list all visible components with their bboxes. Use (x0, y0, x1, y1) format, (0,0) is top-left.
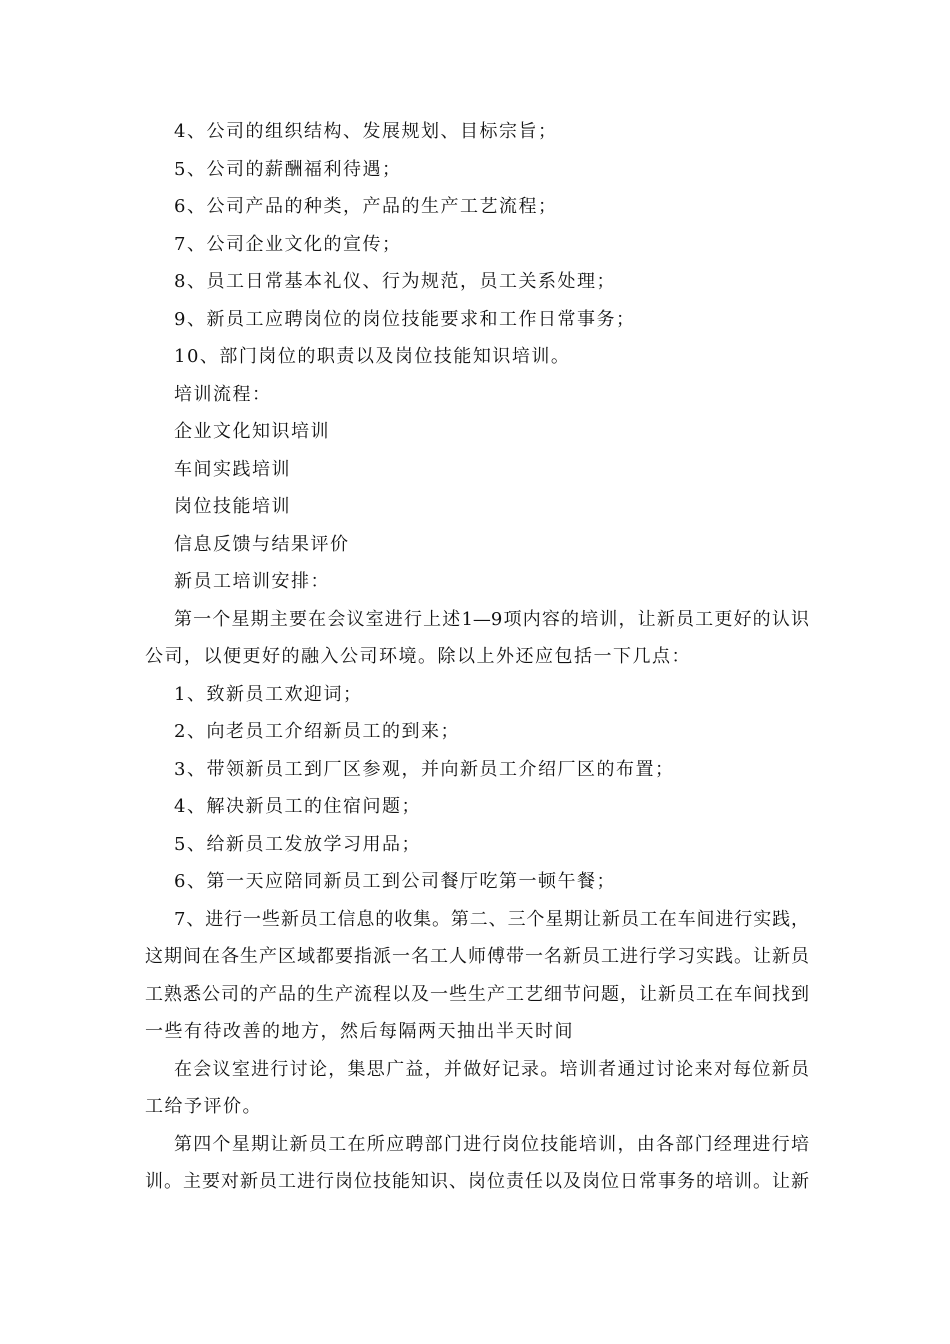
list-item: 企业文化知识培训 (174, 421, 330, 442)
paragraph-line: 工给予评价。 (145, 1096, 262, 1117)
list-item: 4、解决新员工的住宿问题； (174, 796, 421, 817)
list-item: 9、新员工应聘岗位的岗位技能要求和工作日常事务； (174, 308, 636, 330)
list-item: 1、致新员工欢迎词； (174, 683, 363, 705)
list-item: 8、员工日常基本礼仪、行为规范，员工关系处理； (174, 271, 616, 292)
list-item: 信息反馈与结果评价 (174, 533, 350, 555)
paragraph-line: 这期间在各生产区域都要指派一名工人师傅带一名新员工进行学习实践。让新员 (145, 946, 809, 967)
list-item: 2、向老员工介绍新员工的到来； (174, 721, 460, 742)
list-item: 6、第一天应陪同新员工到公司餐厅吃第一顿午餐； (174, 871, 616, 892)
paragraph-line: 在会议室进行讨论，集思广益，并做好记录。培训者通过讨论来对每位新员 (174, 1058, 809, 1080)
section-heading: 新员工培训安排： (174, 571, 330, 592)
list-item: 车间实践培训 (174, 458, 291, 480)
paragraph-line: 公司，以便更好的融入公司环境。除以上外还应包括一下几点： (145, 646, 691, 667)
paragraph-line: 第一个星期主要在会议室进行上述1—9项内容的培训，让新员工更好的认识 (174, 608, 809, 630)
section-heading: 培训流程： (174, 383, 272, 405)
paragraph-line: 一些有待改善的地方，然后每隔两天抽出半天时间 (145, 1021, 574, 1042)
paragraph-line: 7、进行一些新员工信息的收集。第二、三个星期让新员工在车间进行实践， (174, 908, 809, 930)
list-item: 4、公司的组织结构、发展规划、目标宗旨； (174, 121, 558, 142)
paragraph-line: 工熟悉公司的产品的生产流程以及一些生产工艺细节问题，让新员工在车间找到 (145, 983, 809, 1005)
paragraph-line: 训。主要对新员工进行岗位技能知识、岗位责任以及岗位日常事务的培训。让新 (145, 1171, 809, 1192)
list-item: 6、公司产品的种类，产品的生产工艺流程； (174, 196, 558, 217)
list-item: 5、给新员工发放学习用品； (174, 833, 421, 855)
list-item: 岗位技能培训 (174, 496, 291, 517)
paragraph-line: 第四个星期让新员工在所应聘部门进行岗位技能培训，由各部门经理进行培 (174, 1133, 809, 1155)
list-item: 3、带领新员工到厂区参观，并向新员工介绍厂区的布置； (174, 758, 675, 780)
list-item: 10、部门岗位的职责以及岗位技能知识培训。 (174, 346, 571, 367)
list-item: 5、公司的薪酬福利待遇； (174, 158, 402, 180)
list-item: 7、公司企业文化的宣传； (174, 233, 402, 255)
document-body (145, 113, 809, 1201)
